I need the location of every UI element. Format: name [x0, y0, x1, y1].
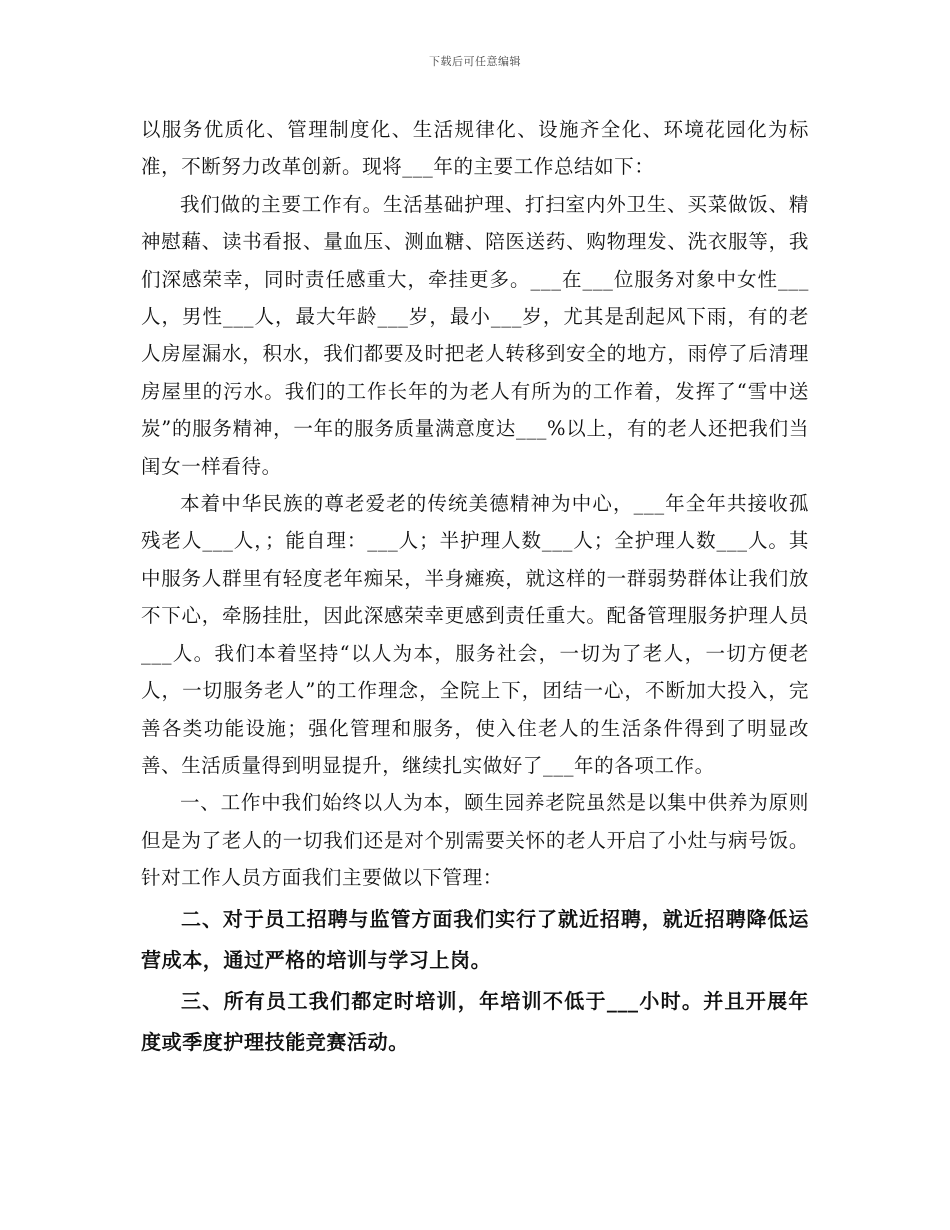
- document-body: [141, 111, 809, 1063]
- paragraph-section-one: 一、工作中我们始终以人为本，颐生园养老院虽然是以集中供养为原则但是为了老人的一切我们还是对个别需要关怀的老人开启了小灶与病号饭。针对工作人员方面我们主要做以下管理：: [141, 791, 809, 890]
- paragraph-section-two: 二、对于员工招聘与监管方面我们实行了就近招聘，就近招聘降低运营成本，通过严格的培训与学习上岗。: [141, 906, 809, 972]
- page-header: 下载后可任意编辑: [429, 55, 521, 68]
- paragraph-section-three: 三、所有员工我们都定时培训，年培训不低于___小时。并且开展年度或季度护理技能竞赛活动。: [141, 988, 809, 1054]
- paragraph-intro: 以服务优质化、管理制度化、生活规律化、设施齐全化、环境花园化为标准，不断努力改革创新。现将___年的主要工作总结如下：: [141, 118, 809, 179]
- paragraph-main-work: 我们做的主要工作有。生活基础护理、打扫室内外卫生、买菜做饭、精神慰藉、读书看报、量血压、测血糖、陪医送药、购物理发、洗衣服等，我们深感荣幸，同时责任感重大，牵挂更多。___在___位服务对象中女性___人，男性___人，最大年龄___岁，最小___岁，尤其是刮起风下雨，有的老人房屋漏水，积水，我们都要及时把老人转移到安全的地方，雨停了后清理房屋里的污水。我们的工作长年的为老人有所为的工作着，发挥了“雪中送炭”的服务精神，一年的服务质量满意度达___%以上，有的老人还把我们当闺女一样看待。: [141, 192, 809, 478]
- paragraph-elderly-statistics: 本着中华民族的尊老爱老的传统美德精神为中心，___年全年共接收孤残老人___人，；能自理：___人；半护理人数___人；全护理人数___人。其中服务人群里有轻度老年痴呆，半身瘫痪，就这样的一群弱势群体让我们放不下心，牵肠挂肚，因此深感荣幸更感到责任重大。配备管理服务护理人员___人。我们本着坚持“以人为本，服务社会，一切为了老人，一切方便老人，一切服务老人”的工作理念，全院上下，团结一心，不断加大投入，完善各类功能设施；强化管理和服务，使入住老人的生活条件得到了明显改善、生活质量得到明显提升，继续扎实做好了___年的各项工作。: [141, 492, 809, 777]
